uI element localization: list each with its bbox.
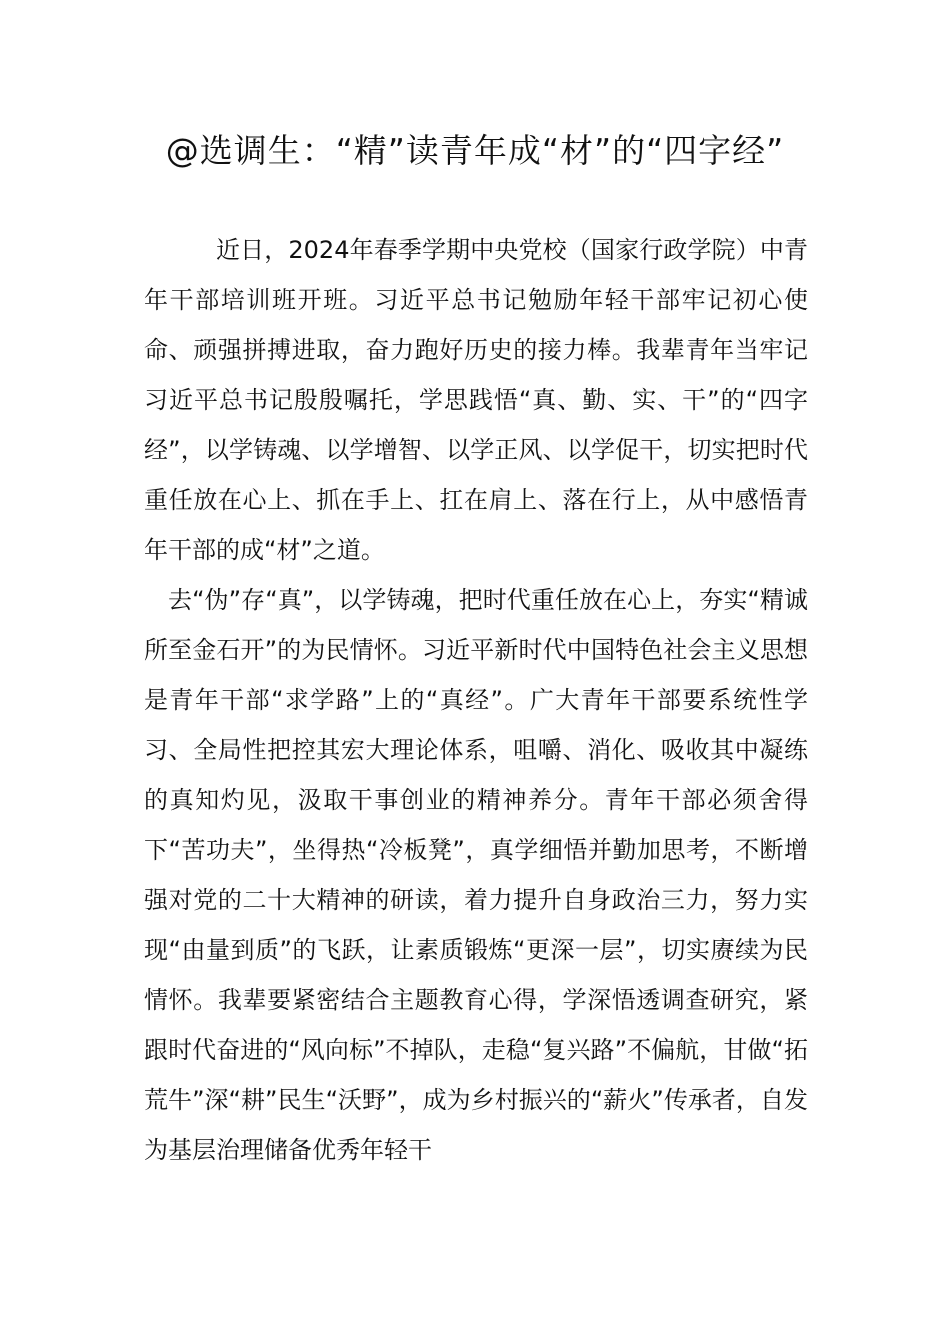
document-title: @选调生：“精”读青年成“材”的“四字经”: [165, 131, 785, 170]
paragraph-2: 去“伪”存“真”，以学铸魂，把时代重任放在心上，夯实“精诚所至金石开”的为民情怀。习近平新时代中国特色社会主义思想是青年干部“求学路”上的“真经”。广大青年干部要系统性学习、全局性把控其宏大理论体系，咀嚼、消化、吸收其中凝练的真知灼见，汲取干事创业的精神养分。青年干部必须舍得下“苦功夫”，坐得热“冷板凳”，真学细悟并勤加思考，不断增强对党的二十大精神的研读，着力提升自身政治三力，努力实现“由量到质”的飞跃，让素质锻炼“更深一层”，切实赓续为民情怀。我辈要紧密结合主题教育心得，学深悟透调查研究，紧跟时代奋进的“风向标”不掉队，走稳“复兴路”不偏航，甘做“拓荒牛”深“耕”民生“沃野”，成为乡村振兴的“薪火”传承者，自发为基层治理储备优秀年轻干: [144, 586, 808, 1164]
document-body: [144, 225, 808, 1175]
paragraph-1: 近日，2024年春季学期中央党校（国家行政学院）中青年干部培训班开班。习近平总书记勉励年轻干部牢记初心使命、顽强拼搏进取，奋力跑好历史的接力棒。我辈青年当牢记习近平总书记殷殷嘱托，学思践悟“真、勤、实、干”的“四字经”，以学铸魂、以学增智、以学正风、以学促干，切实把时代重任放在心上、抓在手上、扛在肩上、落在行上，从中感悟青年干部的成“材”之道。: [144, 236, 808, 564]
